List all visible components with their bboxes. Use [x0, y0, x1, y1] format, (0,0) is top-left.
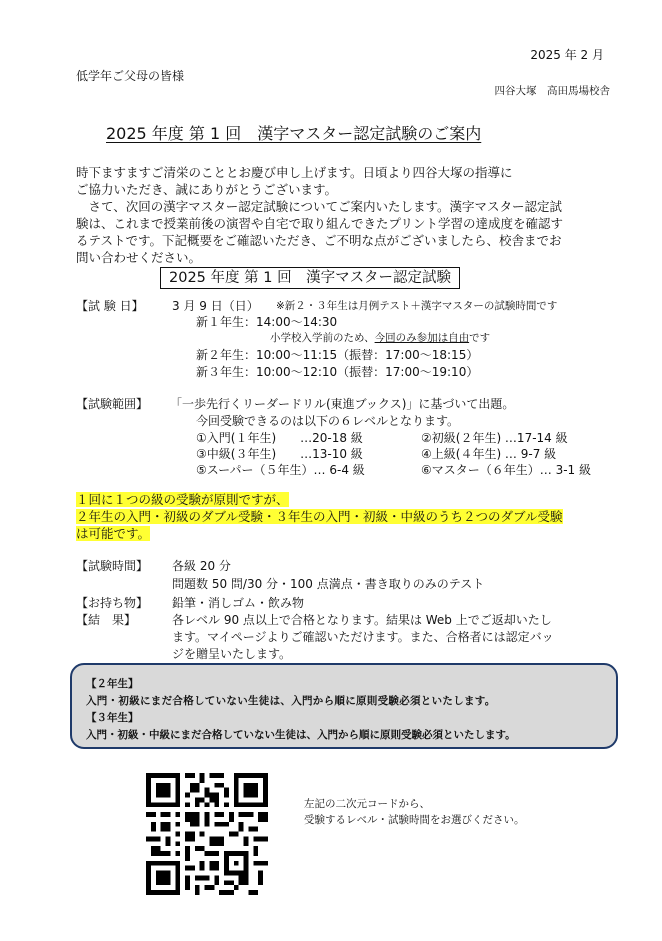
sender: 四谷大塚 高田馬場校舎	[494, 85, 610, 97]
time-detail: 問題数 50 問/30 分・100 点満点・書き取りのみのテスト	[172, 577, 485, 591]
level-item: ③中級(３年生) …13-10 級	[196, 447, 363, 461]
level-item: ②初級(２年生) …17-14 級	[421, 431, 568, 445]
exam-date: 3 月 9 日（日）	[172, 299, 259, 313]
qr-caption-line: 受験するレベル・試験時間をお選びください。	[304, 814, 525, 826]
intro-line: ご協力いただき、誠にありがとうございます。	[76, 182, 338, 197]
notice-g2-text: 入門・初級にまだ合格していない生徒は、入門から順に原則受験必須といたします。	[86, 695, 496, 707]
level-item: ④上級(４年生) … 9-7 級	[421, 447, 557, 461]
level-item: ①入門(１年生) …20-18 級	[196, 431, 363, 445]
level-item: ⑤スーパー（５年生）… 6-4 級	[196, 463, 365, 477]
notice-g3-label: 【３年生】	[86, 712, 139, 724]
document-date: 2025 年 2 月	[530, 48, 604, 62]
notice-g2-label: 【２年生】	[86, 678, 139, 690]
exam-date-note: ※新２・３年生は月例テスト＋漢字マスターの試験時間です	[276, 300, 558, 312]
notice-g3-text: 入門・初級・中級にまだ合格していない生徒は、入門から順に原則受験必須といたします。	[86, 729, 516, 741]
highlight-note	[76, 508, 563, 525]
grade1-time: 新１年生：14:00～14:30	[196, 315, 338, 329]
exam-box-title: 2025 年度 第 1 回 漢字マスター認定試験	[160, 267, 460, 289]
grade3-time: 新３年生：10:00～12:10（振替：17:00～19:10）	[196, 365, 479, 379]
recipient: 低学年ご父母の皆様	[76, 69, 185, 83]
time-label: 【試験時間】	[76, 559, 149, 573]
highlight-line: は可能です。	[76, 526, 151, 541]
highlight-line: ２年生の入門・初級のダブル受験・３年生の入門・初級・中級のうち２つのダブル受験	[76, 509, 563, 524]
result-line: ます。マイページよりご確認いただけます。また、合格者には認定バッ	[172, 630, 554, 644]
scope-label: 【試験範囲】	[76, 397, 149, 411]
intro-line: さて、次回の漢字マスター認定試験についてご案内いたします。漢字マスター認定試	[76, 199, 563, 214]
grade1-note	[270, 331, 490, 345]
notice-box	[70, 663, 618, 749]
exam-date-label: 【試 験 日】	[76, 299, 144, 313]
items-value: 鉛筆・消しゴム・飲み物	[172, 596, 305, 610]
time-value: 各級 20 分	[172, 559, 231, 573]
highlight-note	[76, 525, 150, 542]
result-label: 【結 果】	[76, 613, 137, 627]
result-line: ジを贈呈いたします。	[172, 647, 292, 661]
qr-code[interactable]	[146, 773, 268, 895]
scope-levels-intro: 今回受験できるのは以下の６レベルとなります。	[196, 414, 460, 428]
grade1-note-c: です	[469, 332, 491, 344]
intro-line: 験は、これまで授業前後の演習や自宅で取り組んできたプリント学習の達成度を確認す	[76, 216, 564, 231]
intro-line: 時下ますますご清栄のこととお慶び申し上げます。日頃より四谷大塚の指導に	[76, 165, 513, 180]
grade2-time: 新２年生：10:00～11:15（振替：17:00～18:15）	[196, 348, 479, 362]
level-item: ⑥マスター（６年生）… 3-1 級	[421, 463, 591, 477]
scope-text: 「一歩先行くリーダードリル(東進ブックス)」に基づいて出題。	[170, 397, 515, 411]
items-label: 【お持ち物】	[76, 596, 149, 610]
intro-line: 問い合わせください。	[76, 250, 202, 265]
qr-caption-line: 左記の二次元コードから、	[304, 798, 430, 810]
highlight-line: １回に１つの級の受験が原則ですが、	[76, 492, 289, 507]
highlight-note	[76, 491, 289, 508]
grade1-note-b: 今回のみ参加は自由	[374, 332, 470, 344]
intro-line: るテストです。下記概要をご確認いただき、ご不明な点がございましたら、校舎までお	[76, 233, 562, 248]
result-line: 各レベル 90 点以上で合格となります。結果は Web 上でご返却いたし	[172, 613, 552, 627]
grade1-note-a: 小学校入学前のため、	[270, 332, 375, 344]
document-title: 2025 年度 第 1 回 漢字マスター認定試験のご案内	[106, 124, 482, 143]
